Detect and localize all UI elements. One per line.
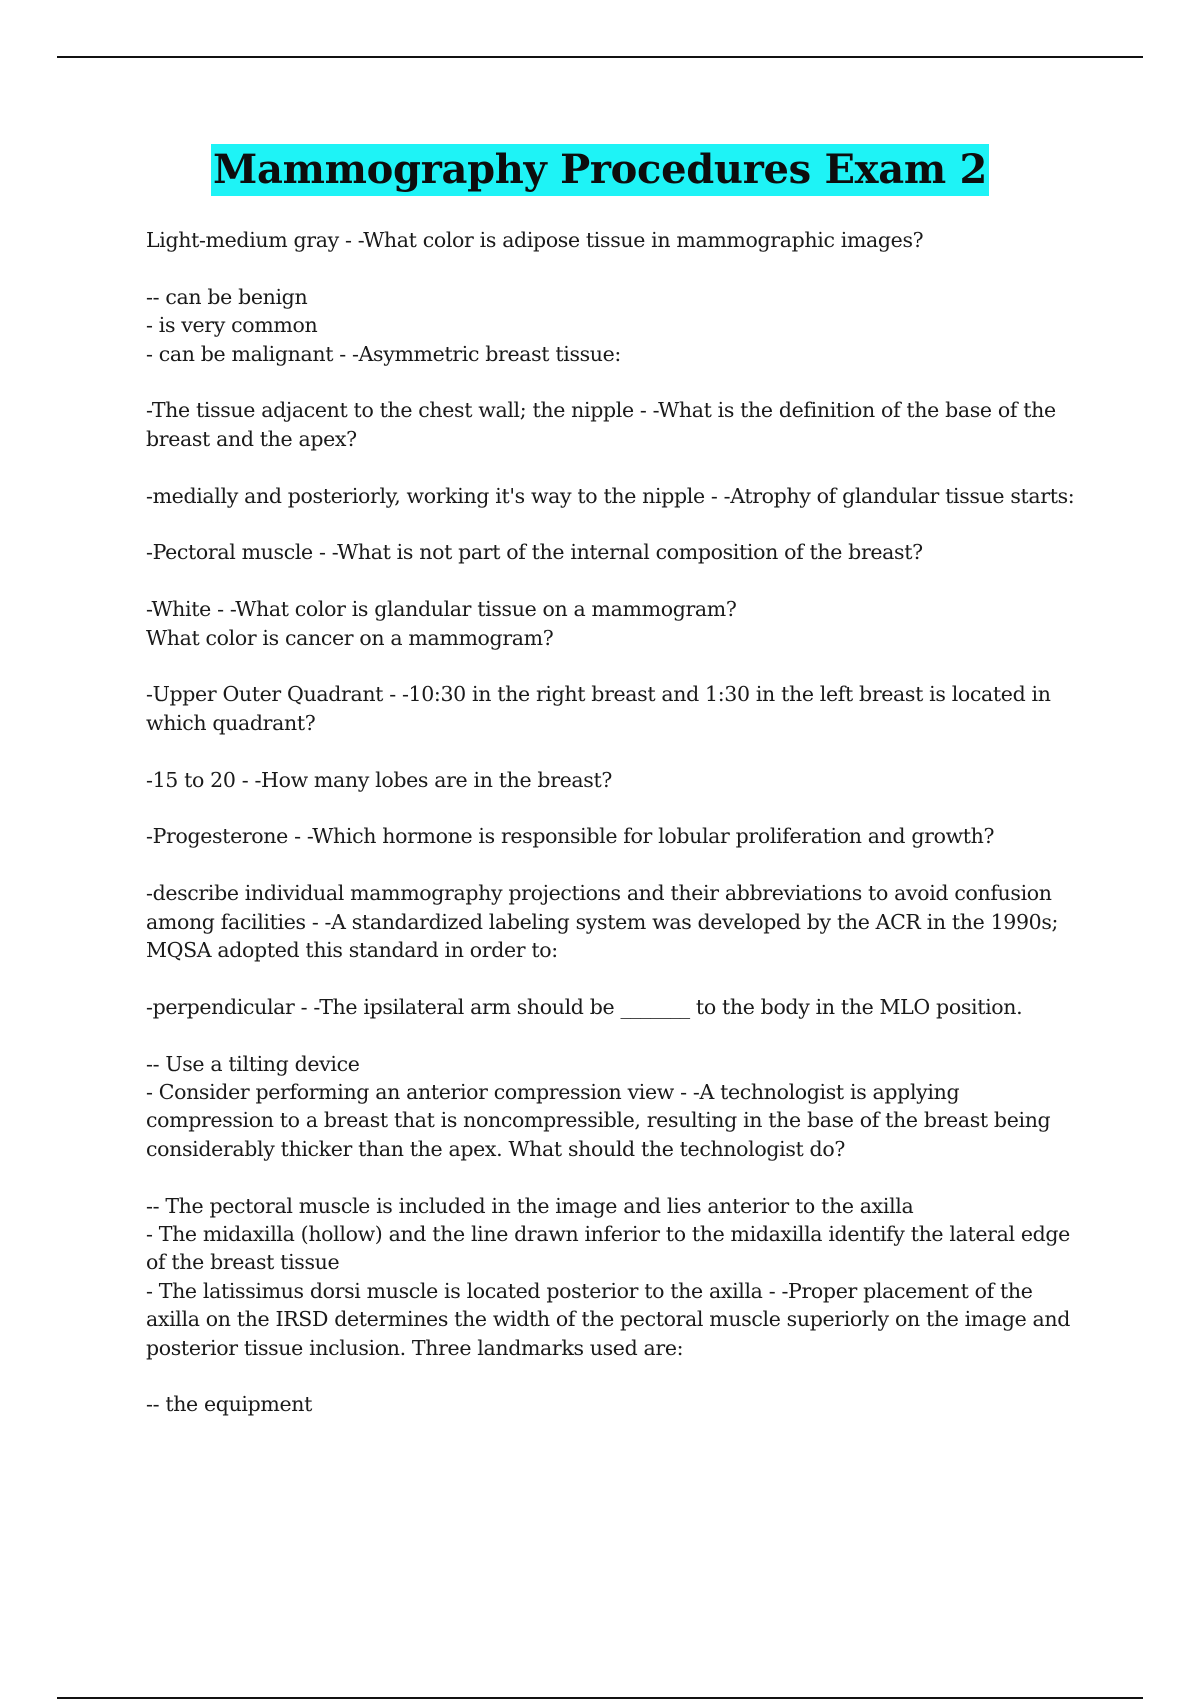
- qa-entry: -- The pectoral muscle is included in the image and lies anterior to the axilla - The midaxilla (hollow) and the line drawn inferior to the midaxilla identify the lateral edge of the breast tissue - The latissimus dorsi muscle is located posterior to the axilla - -Proper placement of the axilla on the IRSD determines the width of the pectoral muscle superiorly on the image and posterior tissue inclusion. Three landmarks used are:: [146, 1193, 1071, 1360]
- qa-entry: -describe individual mammography projections and their abbreviations to avoid confusion among facilities - -A standardized labeling system was developed by the ACR in the 1990s; MQSA adopted this standard in order to:: [146, 881, 1059, 963]
- top-rule: [57, 56, 1143, 58]
- qa-entry: -Pectoral muscle - -What is not part of the internal composition of the breast?: [146, 540, 923, 565]
- qa-entry: -The tissue adjacent to the chest wall; the nipple - -What is the definition of the base of the breast and the apex?: [146, 398, 1056, 451]
- qa-entry: -- the equipment: [146, 1392, 313, 1417]
- qa-entry: Light-medium gray - -What color is adipose tissue in mammographic images?: [146, 228, 924, 252]
- page-title: Mammography Procedures Exam 2: [211, 144, 989, 196]
- qa-entry: -Upper Outer Quadrant - -10:30 in the right breast and 1:30 in the left breast is located in which quadrant?: [146, 682, 1051, 735]
- qa-entry: -Progesterone - -Which hormone is responsible for lobular proliferation and growth?: [146, 824, 995, 849]
- title-container: [0, 144, 1200, 196]
- qa-entry: -White - -What color is glandular tissue on a mammogram? What color is cancer on a mammogram?: [146, 597, 737, 650]
- qa-entry: -perpendicular - -The ipsilateral arm should be _______ to the body in the MLO position.: [146, 994, 1023, 1019]
- document-body: [146, 226, 1086, 1447]
- qa-entry: -medially and posteriorly, working it's way to the nipple - -Atrophy of glandular tissue starts:: [146, 483, 1075, 508]
- bottom-rule: [57, 1697, 1143, 1699]
- qa-entry: -- Use a tilting device - Consider performing an anterior compression view - -A technologist is applying compression to a breast that is noncompressible, resulting in the base of the breast being considerably thicker than the apex. What should the technologist do?: [146, 1051, 1051, 1161]
- qa-entry: -15 to 20 - -How many lobes are in the breast?: [146, 767, 612, 792]
- qa-entry: -- can be benign - is very common - can be malignant - -Asymmetric breast tissue:: [146, 284, 621, 366]
